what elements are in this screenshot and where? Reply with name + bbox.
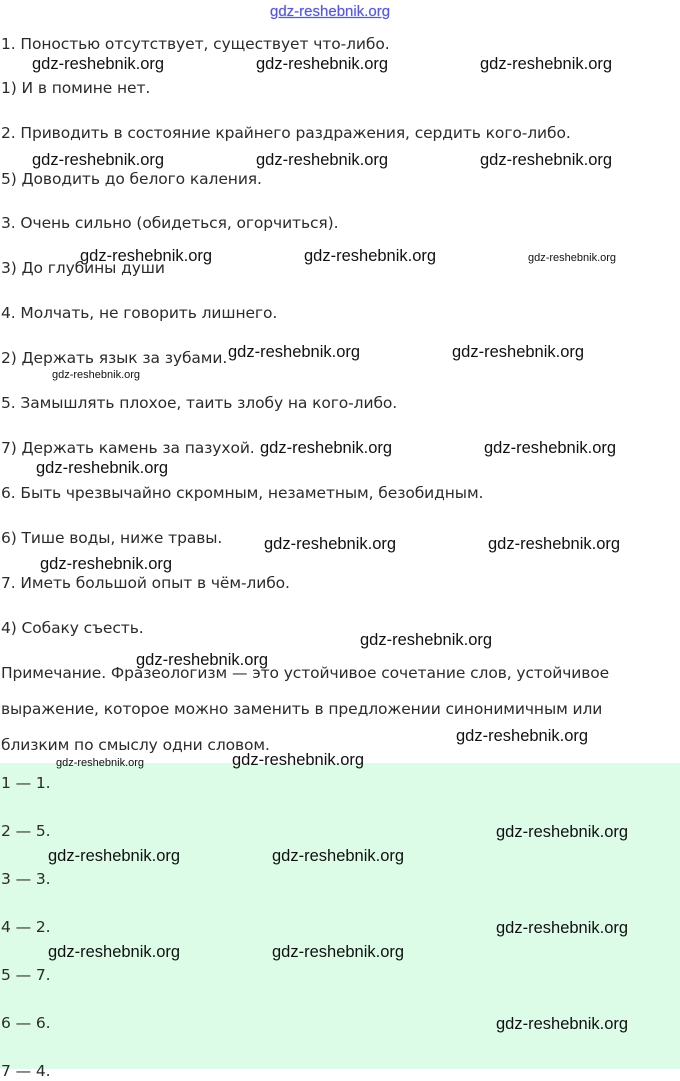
watermark: gdz-reshebnik.org <box>488 535 621 553</box>
answer-pair-1: 1 — 1. <box>1 774 51 792</box>
watermark: gdz-reshebnik.org <box>272 847 405 865</box>
watermark: gdz-reshebnik.org <box>48 847 181 865</box>
answer-pair-6: 6 — 6. <box>1 1014 51 1032</box>
answer-pair-2: 2 — 5. <box>1 822 51 840</box>
definition-1: 1. Поностью отсутствует, существует что-либо. <box>1 35 390 53</box>
watermark: gdz-reshebnik.org <box>480 151 613 169</box>
note-line-3: близким по смыслу одни словом. <box>1 736 270 754</box>
watermark: gdz-reshebnik.org <box>496 1015 629 1033</box>
answer-pair-7: 7 — 4. <box>1 1062 51 1080</box>
watermark: gdz-reshebnik.org <box>496 919 629 937</box>
watermark: gdz-reshebnik.org <box>304 247 437 265</box>
watermark: gdz-reshebnik.org <box>256 55 389 73</box>
watermark: gdz-reshebnik.org <box>80 247 213 265</box>
watermark: gdz-reshebnik.org <box>32 55 165 73</box>
answer-1: 1) И в помине нет. <box>1 79 151 97</box>
definition-5: 5. Замышлять плохое, таить злобу на кого-либо. <box>1 394 398 412</box>
watermark: gdz-reshebnik.org <box>264 535 397 553</box>
answer-6: 6) Тише воды, ниже травы. <box>1 529 223 547</box>
watermark: gdz-reshebnik.org <box>272 943 405 961</box>
watermark: gdz-reshebnik.org <box>36 459 169 477</box>
definition-6: 6. Быть чрезвычайно скромным, незаметным, безобидным. <box>1 484 484 502</box>
watermark: gdz-reshebnik.org <box>496 823 629 841</box>
definition-2: 2. Приводить в состояние крайнего раздражения, сердить кого-либо. <box>1 124 571 142</box>
watermark: gdz-reshebnik.org <box>52 369 141 381</box>
answer-5: 7) Держать камень за пазухой. <box>1 439 255 457</box>
note-line-1: Примечание. Фразеологизм — это устойчивое сочетание слов, устойчивое <box>1 664 610 682</box>
answer-pair-4: 4 — 2. <box>1 918 51 936</box>
answer-2: 5) Доводить до белого каления. <box>1 170 262 188</box>
header-link[interactable]: gdz-reshebnik.org <box>270 3 391 20</box>
definition-4: 4. Молчать, не говорить лишнего. <box>1 304 278 322</box>
watermark: gdz-reshebnik.org <box>456 727 589 745</box>
answer-4: 2) Держать язык за зубами. <box>1 349 228 367</box>
watermark: gdz-reshebnik.org <box>48 943 181 961</box>
answer-3: 3) До глубины души <box>1 259 165 277</box>
watermark: gdz-reshebnik.org <box>260 439 393 457</box>
watermark: gdz-reshebnik.org <box>32 151 165 169</box>
answer-pair-5: 5 — 7. <box>1 966 51 984</box>
watermark: gdz-reshebnik.org <box>360 631 493 649</box>
watermark: gdz-reshebnik.org <box>232 751 365 769</box>
note-line-2: выражение, которое можно заменить в предложении синонимичным или <box>1 700 603 718</box>
watermark: gdz-reshebnik.org <box>256 151 389 169</box>
watermark: gdz-reshebnik.org <box>452 343 585 361</box>
watermark: gdz-reshebnik.org <box>40 555 173 573</box>
watermark: gdz-reshebnik.org <box>484 439 617 457</box>
definition-3: 3. Очень сильно (обидеться, огорчиться). <box>1 214 339 232</box>
watermark: gdz-reshebnik.org <box>228 343 361 361</box>
answer-pair-3: 3 — 3. <box>1 870 51 888</box>
watermark: gdz-reshebnik.org <box>56 757 145 769</box>
watermark: gdz-reshebnik.org <box>480 55 613 73</box>
answer-7: 4) Собаку съесть. <box>1 619 144 637</box>
watermark: gdz-reshebnik.org <box>528 252 617 264</box>
watermark: gdz-reshebnik.org <box>136 651 269 669</box>
definition-7: 7. Иметь большой опыт в чём-либо. <box>1 574 290 592</box>
